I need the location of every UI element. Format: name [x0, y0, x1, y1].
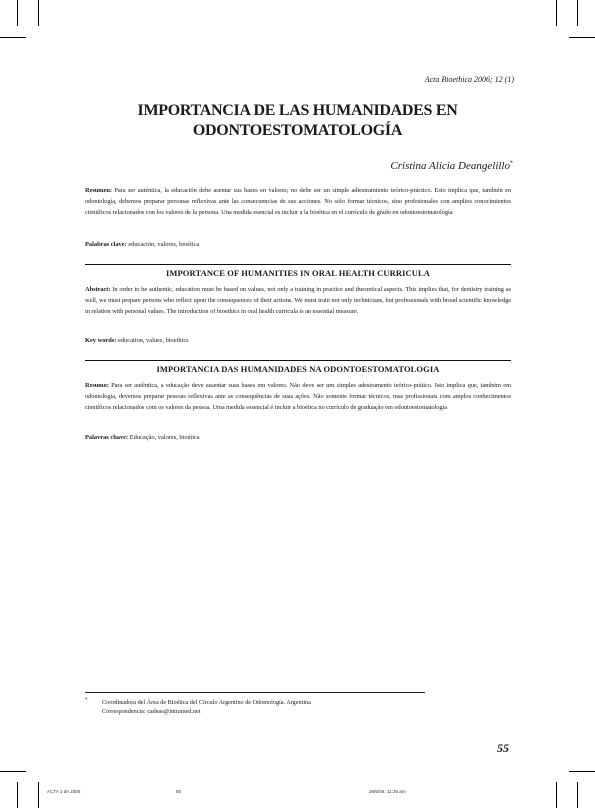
- crop-mark: [577, 782, 578, 808]
- footnote-correspondence: Correspondencia: cadeas@intramed.net: [102, 708, 201, 715]
- crop-mark: [0, 37, 26, 38]
- crop-mark: [38, 0, 39, 26]
- english-abstract: [85, 284, 511, 318]
- section-divider: [85, 360, 511, 361]
- crop-mark: [17, 0, 18, 26]
- page-number: 55: [497, 741, 509, 755]
- journal-reference: Acta Bioethica 2006; 12 (1): [424, 75, 514, 84]
- author-name: [390, 160, 513, 172]
- article-title: [85, 101, 510, 141]
- keywords-text: Educação, valores, bioética: [128, 434, 200, 441]
- english-section-heading: IMPORTANCE OF HUMANITIES IN ORAL HEALTH CURRICULA: [165, 268, 431, 278]
- keywords-label: Palabras clave:: [85, 241, 127, 248]
- keywords-label: Key words:: [85, 337, 117, 344]
- portuguese-keywords: [85, 433, 511, 443]
- crop-mark: [569, 37, 595, 38]
- crop-mark: [0, 771, 26, 772]
- abstract-text: Para ser autêntica, a educação deve assentar suas bases em valores. Não deve ser um simples adestramento teórico-prático. Isto implica que, também em odontologia, devemos preparar pessoas reflexivas ante as consequências de suas ações. Não somente formar técnicos, mas profissionais com amplos conhecimentos científicos relacionados com os valores da pessoa. Uma medida essencial é incluir a bioética no currículo de graduação em odontoestomatologia: [85, 382, 511, 412]
- keywords-label: Palavras chave:: [85, 434, 129, 441]
- section-divider: [85, 264, 511, 265]
- print-slug-left: ACTA 1 de 2006: [47, 789, 81, 794]
- abstract-text: In order to be authentic, education must be based on values, not only a training in practice and theoretical aspects. This implies that, for dentistry training as well, we must prepare persons who reflect upon the consequences of their actions. We must train not only technicians, but professionals with broad scientific knowledge in relation with personal values. The introduction of bioethics in oral health curricula is an essential measure.: [85, 286, 511, 316]
- footnote-mark: *: [85, 698, 88, 703]
- footnote: [85, 698, 425, 716]
- crop-mark: [38, 782, 39, 808]
- abstract-label: Resumo:: [85, 382, 109, 389]
- footnote-affiliation: Coordinadora del Área de Bioética del Círculo Argentino de Odontología. Argentina: [102, 699, 311, 706]
- english-keywords: [85, 336, 511, 346]
- portuguese-abstract: [85, 380, 511, 414]
- author-footnote-mark: *: [510, 160, 513, 167]
- footnote-divider: [85, 692, 425, 693]
- print-slug-center: 55: [176, 789, 182, 794]
- spanish-abstract: [85, 185, 511, 219]
- portuguese-section-heading: IMPORTANCIA DAS HUMANIDADES NA ODONTOESTOMATOLOGIA: [156, 364, 440, 374]
- crop-mark: [556, 0, 557, 26]
- crop-mark: [17, 782, 18, 808]
- title-line: IMPORTANCIA DE LAS HUMANIDADES EN: [137, 102, 458, 119]
- keywords-text: educación, valores, bioética: [126, 241, 200, 248]
- title-line: ODONTOESTOMATOLOGÍA: [192, 122, 403, 139]
- spanish-keywords: [85, 240, 511, 250]
- crop-mark: [556, 782, 557, 808]
- crop-mark: [569, 771, 595, 772]
- crop-mark: [577, 0, 578, 26]
- keywords-text: education, values, bioethics: [116, 337, 189, 344]
- print-slug-right: 29/6/06, 11:36 am: [369, 789, 406, 794]
- abstract-label: Resumen:: [85, 187, 112, 194]
- abstract-text: Para ser auténtica, la educación debe asentar sus bases en valores; no debe ser un simple adiestramiento teórico-práctico. Esto implica que, también en odontología, debemos preparar personas reflexivas ante las consecuencias de sus acciones. No sólo formar técnicos, sino profesionales con amplios conocimientos científicos relacionados con los valores de la persona. Una medida esencial es incluir a la bioética en el currículo de grado en odontoestomatología: [85, 187, 511, 217]
- abstract-label: Abstract:: [85, 286, 111, 293]
- author-name-text: Cristina Alicia Deangelillo: [390, 160, 510, 172]
